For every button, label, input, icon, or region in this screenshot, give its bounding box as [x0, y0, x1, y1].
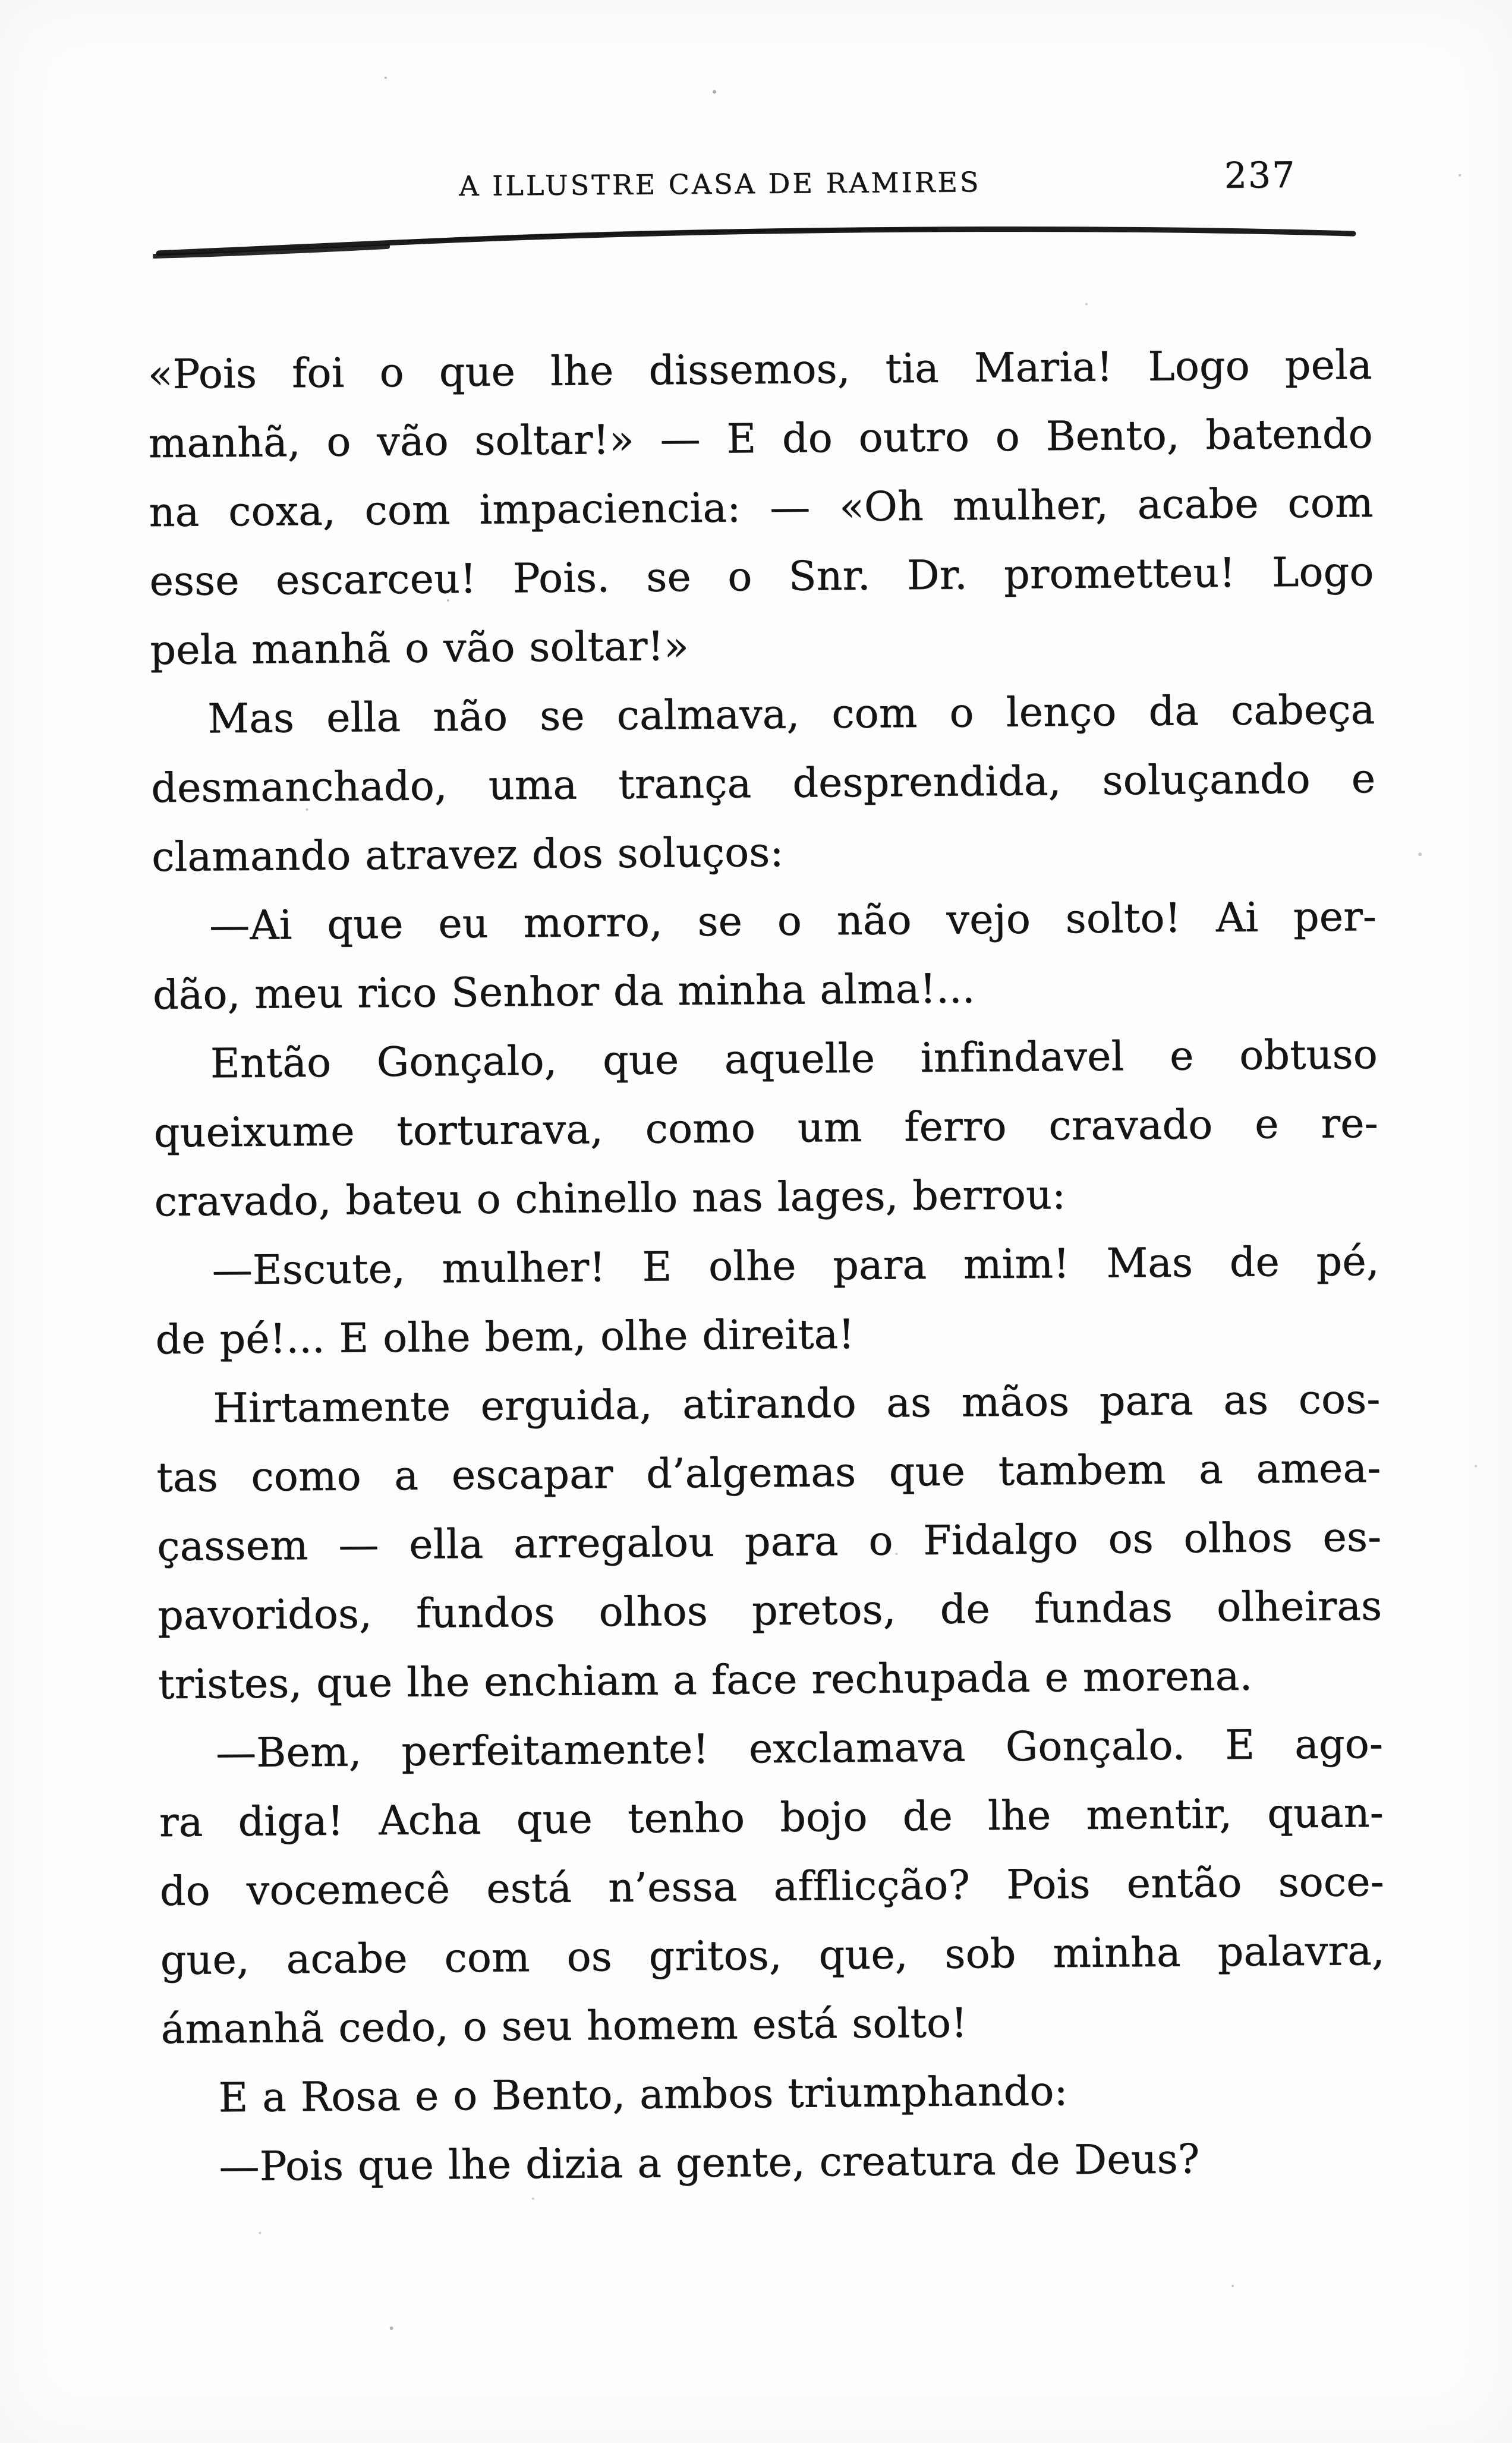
running-title: A ILLUSTRE CASA DE RAMIRES — [459, 166, 981, 202]
text-line: desmanchado, uma trança desprendida, soluçando e — [150, 755, 1376, 813]
text-line: —Ai que eu morro, se o não vejo solto! Ai per- — [209, 893, 1377, 950]
text-line: manhã, o vão soltar!» — E do outro o Bento, batendo — [148, 410, 1373, 468]
text-line: pela manhã o vão soltar!» — [150, 622, 689, 675]
text-line: pavoridos, fundos olhos pretos, de fundas olheiras — [157, 1582, 1382, 1639]
text-line: dão, meu rico Senhor da minha alma!... — [152, 965, 975, 1019]
text-line: clamando atravez dos soluços: — [151, 829, 784, 882]
text-line: Então Gonçalo, que aquelle infindavel e obtuso — [210, 1031, 1378, 1088]
text-line: —Pois que lhe dizia a gente, creatura de Deus? — [219, 2136, 1200, 2191]
page-number: 237 — [1224, 154, 1296, 197]
text-line: Mas ella não se calmava, com o lenço da cabeça — [207, 686, 1375, 743]
text-line: tas como a escapar d’algemas que tambem a amea- — [156, 1444, 1381, 1501]
text-line: cravado, bateu o chinello nas lages, berrou: — [154, 1171, 1066, 1226]
text-line: esse escarceu! Pois. se o Snr. Dr. prometteu! Logo — [149, 548, 1374, 606]
text-line: tristes, que lhe enchiam a face rechupada e morena. — [158, 1652, 1253, 1708]
text-line: E a Rosa e o Bento, ambos triumphando: — [218, 2067, 1068, 2122]
text-line: —Bem, perfeitamente! exclamava Gonçalo. E ago- — [215, 1720, 1384, 1777]
text-line: ra diga! Acha que tenho bojo de lhe mentir, quan- — [159, 1789, 1384, 1846]
text-line: Hirtamente erguida, atirando as mãos para as cos- — [213, 1375, 1381, 1433]
text-line: gue, acabe com os gritos, que, sob minha palavra, — [160, 1927, 1385, 1984]
text-line: çassem — ella arregalou para o Fidalgo os olhos es- — [156, 1513, 1382, 1570]
page-header — [0, 0, 1502, 202]
text-line: queixume torturava, como um ferro cravado e re- — [153, 1100, 1379, 1157]
text-line: «Pois foi o que lhe dissemos, tia Maria! Logo pela — [147, 341, 1373, 399]
text-line: de pé!... E olhe bem, olhe direita! — [155, 1311, 855, 1364]
text-line: do vocemecê está n’essa afflicção? Pois então soce- — [159, 1858, 1385, 1915]
text-line: na coxa, com impaciencia: — «Oh mulher, acabe com — [149, 479, 1374, 537]
text-line: —Escute, mulher! E olhe para mim! Mas de pé, — [212, 1238, 1379, 1295]
header-rule — [153, 216, 1359, 262]
text-line: ámanhã cedo, o seu homem está solto! — [160, 2000, 968, 2053]
text-block — [147, 331, 1387, 2202]
